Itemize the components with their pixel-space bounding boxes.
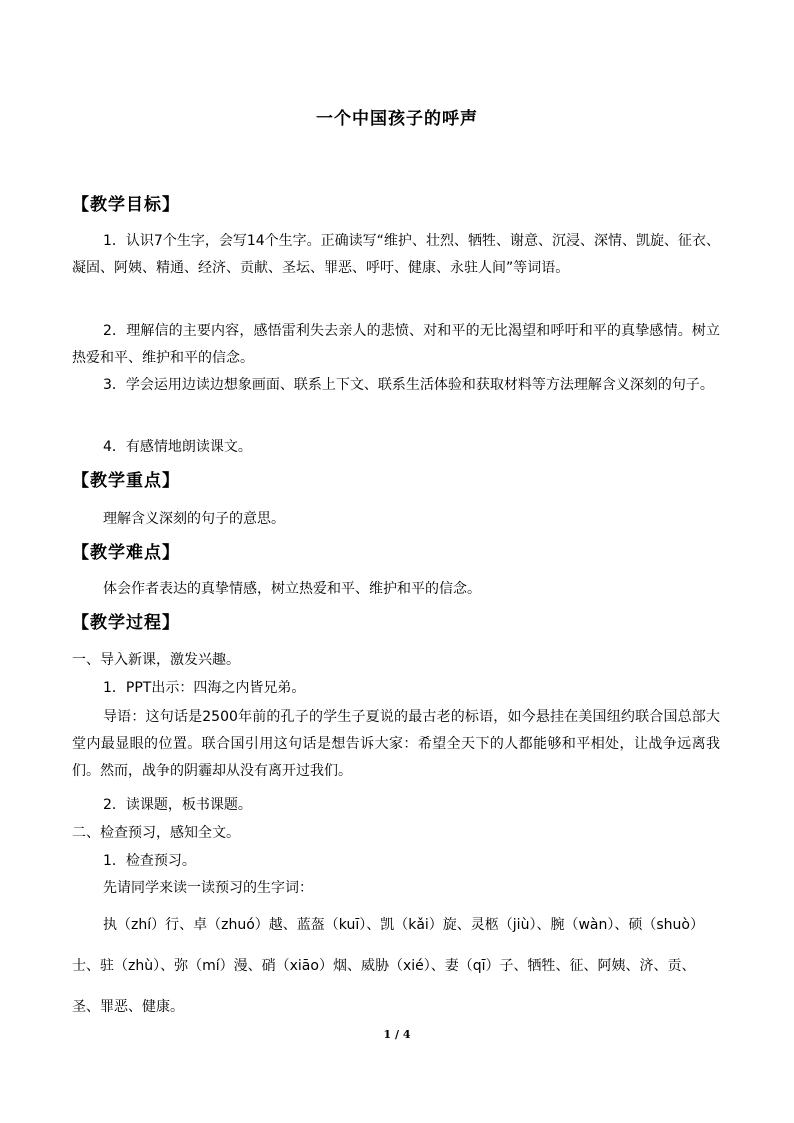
process-part1-title: 一、导入新课，激发兴趣。 [72, 652, 240, 668]
goal-item-3: 3．学会运用边读边想象画面、联系上下文、联系生活体验和获取材料等方法理解含义深刻的句子。 [103, 377, 714, 393]
goal-item-4: 4．有感情地朗读课文。 [103, 439, 252, 455]
key-points-text: 理解含义深刻的句子的意思。 [103, 511, 285, 527]
process-part2-title: 二、检查预习，感知全文。 [72, 825, 240, 841]
page-number: 1 / 4 [383, 1028, 411, 1041]
goal-item-1: 1．认识7个生字，会写14个生字。正确读写“维护、壮烈、牺牲、谢意、沉浸、深情、凯旋、征衣、凝固、阿姨、精通、经济、贡献、圣坛、罪恶、呼吁、健康、永驻人间”等词语。 [72, 233, 720, 276]
process-heading: 【教学过程】 [72, 613, 180, 633]
difficulties-text: 体会作者表达的真挚情感，树立热爱和平、维护和平的信念。 [103, 581, 481, 597]
pinyin-word-list: 执（zhí）行、卓（zhuó）越、蓝盔（kuī）、凯（kǎi）旋、灵柩（jiù）、腕（wàn）、硕（shuò）士、驻（zhù）、弥（mí）漫、硝（xiāo）烟、威胁（xié）、妻（qī）子、牺牲、征、阿姨、济、贡、圣、罪恶、健康。 [72, 917, 704, 1015]
goals-heading: 【教学目标】 [72, 195, 180, 215]
process-step-1: 1．PPT出示：四海之内皆兄弟。 [103, 680, 306, 696]
goal-item-2: 2．理解信的主要内容，感悟雷利失去亲人的悲愤、对和平的无比渴望和呼吁和平的真挚感情。树立热爱和平、维护和平的信念。 [72, 323, 720, 366]
difficulties-heading: 【教学难点】 [72, 543, 180, 563]
check-intro: 先请同学来读一读预习的生字词： [103, 880, 313, 896]
page-title: 一个中国孩子的呼声 [316, 109, 478, 129]
check-step: 1．检查预习。 [103, 853, 196, 869]
process-step-2: 2．读课题，板书课题。 [103, 797, 252, 813]
process-intro: 导语：这句话是2500年前的孔子的学生子夏说的最古老的标语，如今悬挂在美国纽约联合国总部大堂内最显眼的位置。联合国引用这句话是想告诉大家：希望全天下的人都能够和平相处，让战争远离我们。然而，战争的阴霾却从没有离开过我们。 [72, 709, 720, 779]
key-points-heading: 【教学重点】 [72, 471, 180, 491]
